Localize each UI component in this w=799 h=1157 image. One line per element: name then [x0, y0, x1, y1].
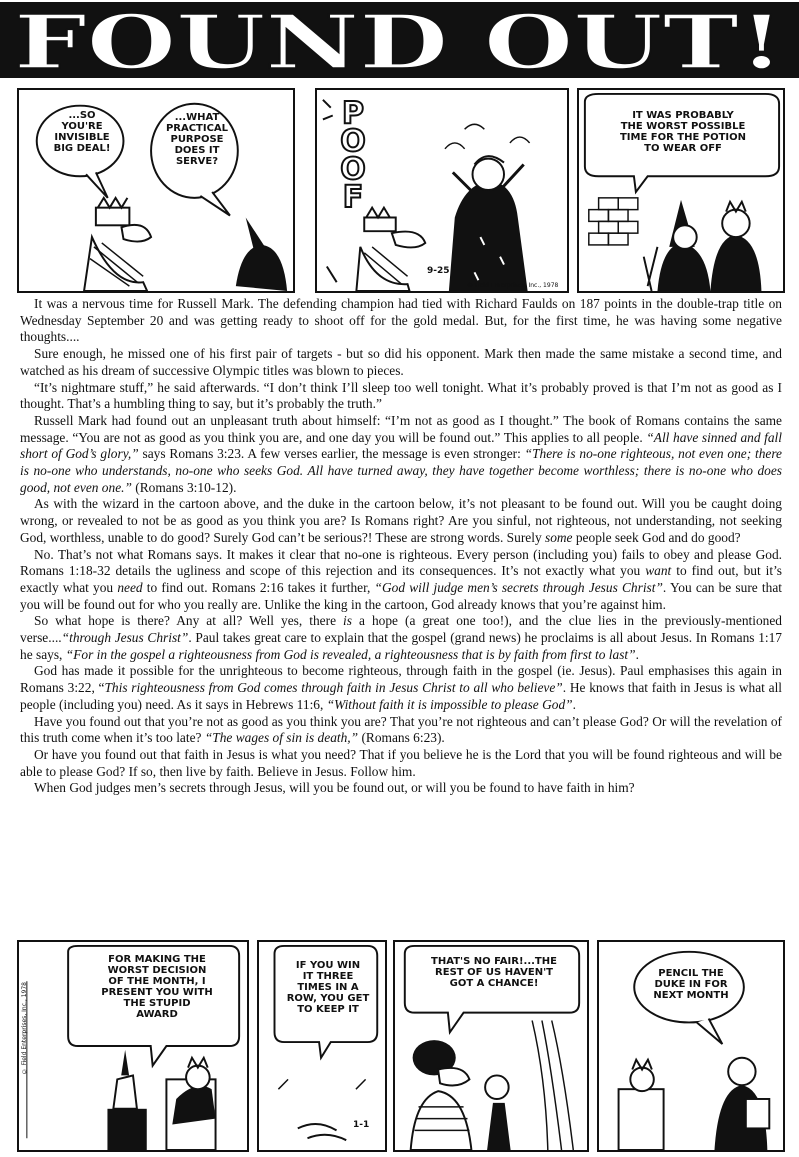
comic-panel-3 [577, 88, 785, 293]
text-span: . You can be sure that you will be found out for who you really are. Unlike the king in the cartoon, God already knows that you’re against him. [20, 579, 782, 612]
paragraph-8 [20, 663, 782, 713]
emphasis: some [544, 529, 573, 545]
page-title: FOUND OUT! [14, 0, 784, 80]
paragraph-5 [20, 496, 782, 546]
top-comic-strip [17, 88, 785, 293]
comic-panel-1 [17, 940, 249, 1152]
text-span: . He knows that faith in Jesus is what all people (including you) need. As it says in Hebrews 11:6, [20, 680, 783, 712]
sound-effect-poof: P O O F [340, 96, 366, 215]
speech-bubble: IF YOU WIN IT THREE TIMES IN A ROW, YOU GET TO KEEP IT [286, 960, 370, 1015]
copyright-notice: © Field Enterprises, Inc., 1978 [21, 982, 28, 1075]
text-span: to find out, but it’s exactly what you [20, 563, 783, 595]
comic-panel-3 [393, 940, 589, 1152]
paragraph-6 [20, 547, 782, 614]
text-span: No. That’s not what Romans says. It makes it clear that no-one is righteous. Every person (including you) fails to obey and please God. Romans 1:18-32 details the ugliness and scope of this rejection and its consequences. It’s not exactly what you [20, 546, 782, 579]
scripture-quote: “All have sinned and fall short of God’s glory,” [20, 429, 782, 462]
text-span: Russell Mark had found out an unpleasant truth about himself: “I’m not as good as I thought.” The book of Romans contains the same message. “You are not as good as you think you are, and one day you will be found out.” This applies to all people. [20, 412, 782, 445]
speech-bubble: FOR MAKING THE WORST DECISION OF THE MONTH, I PRESENT YOU WITH THE STUPID AWARD [101, 954, 213, 1020]
comic-panel-1 [17, 88, 295, 293]
comic-panel-4 [597, 940, 785, 1152]
paragraph-10: Or have you found out that faith in Jesus is what you need? That if you believe he is the Lord that you will be found righteous and will be able to please God? If so, then live by faith. Believe in Jesus. Follow him. [20, 746, 782, 779]
scripture-quote: “There is no-one righteous, not even one; there is no-one who understands, no-one who seeks God. All have turned away, they have together become worthless; there is no-one who does good, not even one.” [20, 446, 783, 495]
text-span: a hope (a great one too!), and the clue lies in the previously-mentioned verse.... [20, 613, 782, 646]
paragraph-3: “It’s nightmare stuff,” he said afterwards. “I don’t think I’ll sleep too well tonight. What it’s probably proved is that I’m not as good as I thought. That’s a humbling thing to say, but it’s probably the truth.” [20, 379, 782, 412]
scripture-quote: “For in the gospel a righteousness from God is revealed, a righteousness that is by faith from first to last” [65, 646, 636, 662]
text-span: says Romans 3:23. A few verses earlier, the message is even stronger: [138, 446, 525, 462]
speech-bubble: THAT'S NO FAIR!...THE REST OF US HAVEN'T GOT A CHANCE! [431, 956, 557, 989]
text-span: . [635, 646, 639, 662]
speech-bubble: PENCIL THE DUKE IN FOR NEXT MONTH [653, 968, 729, 1001]
paragraph-9 [20, 714, 782, 747]
scripture-quote: “The wages of sin is death,” [204, 730, 359, 746]
bottom-comic-strip [17, 940, 785, 1152]
speech-bubble-left: ...SO YOU'RE INVISIBLE BIG DEAL! [53, 110, 111, 154]
text-span: God has made it possible for the unrighteous to become righteous, through faith in the gospel (ie. Jesus). Paul emphasises this again in Romans 3:22, “ [20, 663, 782, 696]
paragraph-2: Sure enough, he missed one of his first pair of targets - but so did his opponent. Mark then made the same mistake a second time, and watched as his dream of successive Olympic titles was blown to pieces. [20, 346, 782, 378]
speech-bubble: IT WAS PROBABLY THE WORST POSSIBLE TIME FOR THE POTION TO WEAR OFF [619, 110, 747, 154]
paragraph-4 [20, 413, 782, 497]
scripture-quote: This righteousness from God comes through faith in Jesus Christ to all who believe” [104, 680, 563, 696]
text-span: (Romans 6:23). [358, 730, 445, 746]
copyright-notice: © Field Enterprises, Inc., 1978 [467, 282, 559, 289]
title-banner [0, 0, 799, 80]
article-body [20, 296, 782, 797]
scripture-quote: “through Jesus Christ” [61, 630, 189, 646]
emphasis: want [645, 563, 672, 579]
paragraph-1: It was a nervous time for Russell Mark. The defending champion had tied with Richard Faulds on 187 points in the double-trap title on Wednesday September 20 and was getting ready to shoot off for the gold medal. But, for the first time, he was having some negative thoughts.... [20, 296, 782, 345]
text-span: So what hope is there? Any at all? Well yes, there [34, 613, 344, 629]
paragraph-11: When God judges men’s secrets through Jesus, will you be found out, or will you be found to have faith in him? [34, 780, 635, 796]
scripture-quote: “God will judge men’s secrets through Jesus Christ” [374, 579, 663, 595]
strip-date: 1-1 [353, 1120, 370, 1130]
comic-panel-2 [315, 88, 569, 293]
paragraph-7 [20, 613, 782, 663]
text-span: Have you found out that you’re not as good as you think you are? That you’re not righteous and can’t please God? Or will the revelation of this truth come when it’s too late? [20, 713, 782, 746]
emphasis: is [343, 613, 352, 629]
text-span: . [572, 696, 576, 712]
speech-bubble-right: ...WHAT PRACTICAL PURPOSE DOES IT SERVE? [165, 112, 229, 167]
text-span: people seek God and do good? [572, 529, 741, 545]
text-span: . Paul takes great care to explain that the gospel (grand news) he proclaims is all about Jesus. In Romans 1:17 he says, [20, 630, 782, 662]
text-span: As with the wizard in the cartoon above, and the duke in the cartoon below, it’s not pleasant to be found out. Will you be caught doing wrong, or revealed to not be as good as you think you are? Is Romans right? Are you sinful, not righteous, not understanding, not seeking God, worthless, unable to do good? Surely God can’t be serious?! These are strong words. Surely [20, 496, 782, 545]
emphasis: need [117, 579, 143, 595]
scripture-quote: “Without faith it is impossible to please God” [326, 696, 573, 712]
comic-panel-2 [257, 940, 387, 1152]
text-span: to find out. Romans 2:16 takes it further, [142, 579, 375, 595]
text-span: (Romans 3:10-12). [131, 479, 237, 495]
strip-date: 9-25 [427, 266, 450, 276]
